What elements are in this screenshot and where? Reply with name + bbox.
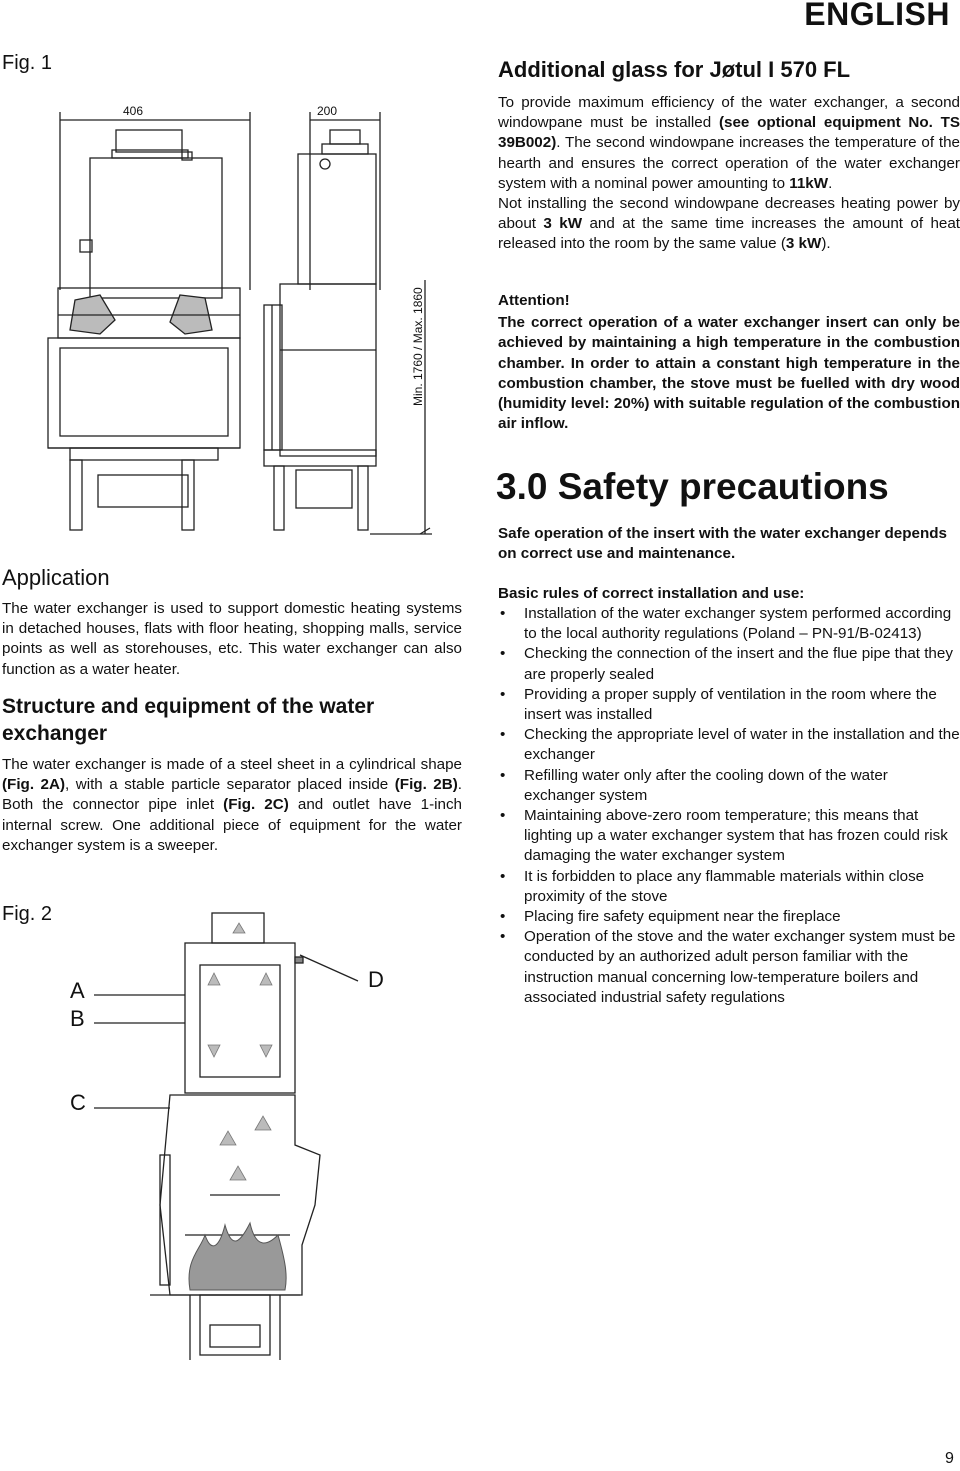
- p2-text-c: and at the same time increases the amount of heat released into the room by the same value (: [498, 215, 960, 253]
- attention-text: The correct operation of a water exchanger insert can only be achieved by maintaining a high temperature in the combustion chamber. In order to attain a constant high temperature in the combustion chamber, the stove must be fuelled with dry wood (humidity level: 20%) with suitable regulation of the combustion air inflow.: [498, 314, 960, 433]
- list-item: • Operation of the stove and the water exchanger system must be conducted by an authorized adult person familiar with the instruction manual concerning low-temperature boilers and associated industrial safety regulations: [498, 927, 960, 1008]
- additional-glass-section: [498, 56, 960, 255]
- page-number: 9: [945, 1450, 954, 1467]
- p1-power-value: 11kW: [789, 174, 829, 192]
- structure-text-3: . Both the connector pipe inlet: [2, 776, 463, 814]
- p1-text-c: . The second windowpane increases the temperature of the hearth and ensures the correct operation of the water exchanger system with a nominal power amounting to: [498, 134, 960, 192]
- list-item: • Providing a proper supply of ventilation in the room where the insert was installed: [498, 685, 960, 725]
- fig2-cutaway-drawing: [90, 905, 420, 1375]
- safety-rules-title: Basic rules of correct installation and use:: [498, 585, 805, 602]
- additional-glass-paragraph-2: [498, 194, 960, 255]
- fig1-label: Fig. 1: [2, 52, 53, 74]
- fig2-letter-b: B: [70, 1006, 85, 1031]
- p1-text-a: To provide maximum efficiency of the water exchanger, a second windowpane must be installed: [498, 94, 960, 132]
- safety-intro: Safe operation of the insert with the water exchanger depends on correct use and maintenance.: [498, 525, 947, 563]
- attention-title: Attention!: [498, 292, 570, 309]
- application-text: The water exchanger is used to support domestic heating systems in detached houses, flats with floor heating, shopping malls, service points as well as storehouses, etc. This water exchanger can also function as a water heater.: [2, 600, 462, 678]
- application-title: Application: [2, 565, 110, 590]
- ref-fig-2a: (Fig. 2A): [2, 776, 66, 794]
- p1-text-e: .: [828, 174, 833, 192]
- fig1-dim-height: Min. 1760 / Max. 1860: [411, 287, 425, 406]
- list-item: • Checking the connection of the insert and the flue pipe that they are properly sealed: [498, 644, 960, 684]
- list-item: • Placing fire safety equipment near the fireplace: [498, 907, 960, 927]
- attention-section: [498, 291, 960, 434]
- p2-text-e: ).: [821, 235, 831, 253]
- structure-text-1: The water exchanger is made of a steel sheet in a cylindrical shape: [2, 756, 462, 773]
- list-item: • Maintaining above-zero room temperature; this means that lighting up a water exchanger system that has frozen could risk damaging the water exchanger system: [498, 806, 960, 867]
- fig2-letter-a: A: [70, 978, 85, 1003]
- p2-power-value-1: 3 kW: [543, 215, 583, 233]
- list-item: • Installation of the water exchanger system performed according to the local authority regulations (Poland – PN-91/B-02413): [498, 604, 960, 644]
- ref-fig-2b: (Fig. 2B): [394, 776, 458, 794]
- fig1-dim-side: 200: [317, 104, 338, 118]
- structure-text-4: and outlet have 1-inch internal screw. One additional piece of equipment for the water exchanger system is a sweeper.: [2, 796, 463, 854]
- language-header: ENGLISH: [804, 0, 950, 32]
- list-item: • It is forbidden to place any flammable materials within close proximity of the stove: [498, 867, 960, 907]
- additional-glass-paragraph-1: [498, 93, 960, 194]
- list-item: • Checking the appropriate level of water in the installation and the exchanger: [498, 725, 960, 765]
- structure-text-2: , with a stable particle separator placed inside: [65, 776, 395, 794]
- p1-ref-optional-equipment: (see optional equipment No. TS 39B002): [498, 114, 960, 152]
- safety-title: 3.0 Safety precautions: [496, 466, 889, 507]
- fig2-letter-d: D: [368, 967, 384, 992]
- list-item: • Refilling water only after the cooling down of the water exchanger system: [498, 766, 960, 806]
- ref-fig-2c: (Fig. 2C): [223, 796, 289, 814]
- fig2-label: Fig. 2: [2, 903, 53, 925]
- p2-text-a: Not installing the second windowpane decreases heating power by about: [498, 195, 960, 233]
- fig1-dim-front: 406: [123, 104, 144, 118]
- fig1-stove-drawing: [40, 90, 440, 550]
- additional-glass-title: Additional glass for Jøtul I 570 FL: [498, 57, 851, 82]
- fig2-letter-c: C: [70, 1090, 86, 1115]
- safety-rules-list-container: [498, 604, 960, 1008]
- p2-power-value-2: 3 kW: [785, 235, 822, 253]
- structure-section: [2, 693, 462, 856]
- application-section: [2, 564, 462, 680]
- safety-rules-list: [498, 604, 960, 1008]
- structure-text: [2, 755, 462, 856]
- structure-title: Structure and equipment of the water exchanger: [2, 695, 375, 745]
